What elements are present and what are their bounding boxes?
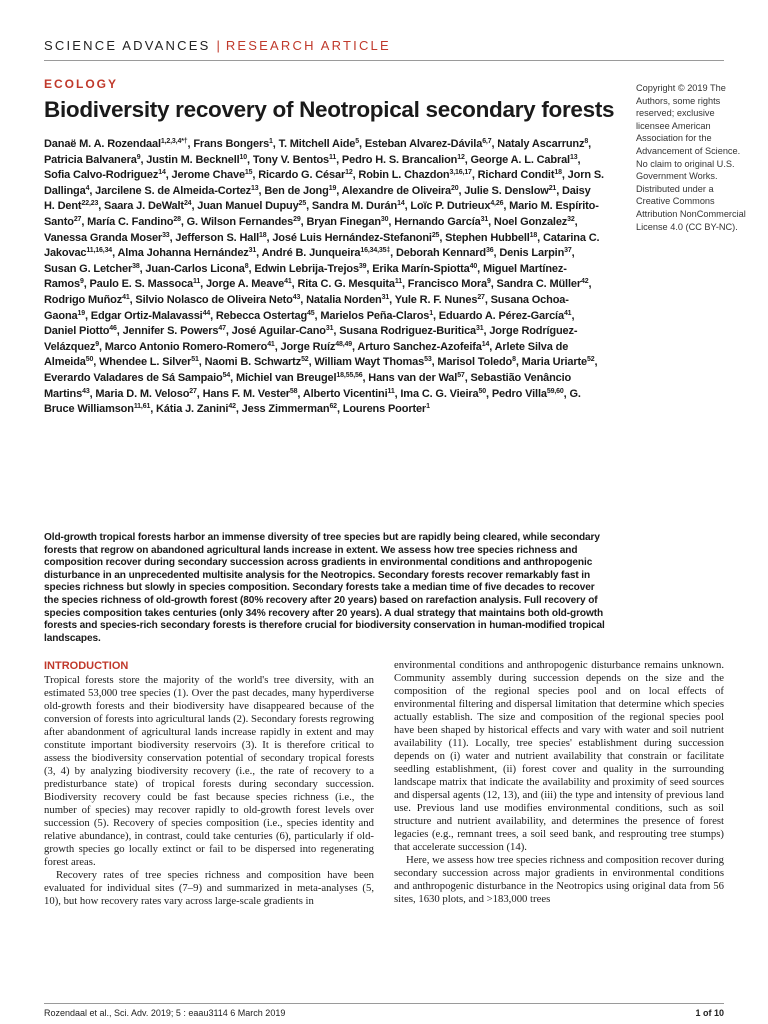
author	[410, 200, 503, 212]
author-name: Marielos Peña-Claros	[320, 309, 430, 322]
author	[44, 372, 230, 384]
author-name: Jerome Chave	[171, 169, 245, 182]
author-affiliation: 1	[426, 403, 430, 411]
body-column-left	[44, 659, 374, 908]
author-affiliation: 50	[85, 356, 94, 364]
author-name: Erika Marín-Spiotta	[372, 262, 470, 275]
author-name: Jarcilene S. de Almeida-Cortez	[95, 184, 252, 197]
author-name: Hans van der Wal	[368, 371, 458, 384]
author	[395, 294, 485, 306]
author-affiliation: 45	[307, 309, 315, 317]
introduction-heading: INTRODUCTION	[44, 660, 129, 672]
author-affiliation: 4,26	[490, 200, 504, 208]
section-tag: ECOLOGY	[44, 77, 119, 91]
paper-title: Biodiversity recovery of Neotropical secondary forests	[44, 97, 615, 122]
author-name: Jorge Rodríguez-Velázquez	[44, 325, 578, 353]
author	[145, 263, 248, 275]
author-affiliation: 8	[584, 138, 589, 145]
author	[358, 169, 471, 181]
author-name: G. Wilson Fernandes	[186, 215, 294, 228]
author-name: Ben de Jong	[264, 184, 329, 197]
author	[306, 216, 388, 228]
author-name: Justin M. Becknell	[146, 153, 240, 166]
author	[44, 154, 140, 166]
author	[87, 216, 181, 228]
author-affiliation: 62	[329, 403, 337, 411]
author-name: Hans F. M. Vester	[202, 387, 290, 400]
author-affiliation: 41	[284, 278, 292, 286]
author	[135, 294, 300, 306]
author-affiliation: 5	[355, 138, 360, 145]
author-affiliation: 57	[457, 371, 465, 379]
author-affiliation: 22,23	[81, 200, 99, 208]
author	[394, 216, 488, 228]
author	[44, 294, 130, 306]
author-affiliation: 1	[269, 138, 273, 145]
author-name: Catarina C. Jakovac	[44, 231, 600, 260]
author	[264, 185, 336, 197]
author-affiliation: 48,49	[335, 340, 353, 348]
author	[206, 278, 292, 290]
author-affiliation: 37	[564, 247, 572, 255]
author-affiliation: 32	[567, 215, 575, 223]
author-name: Jefferson S. Hall	[175, 231, 260, 244]
author-affiliation: 1,2,3,4	[160, 138, 182, 145]
author	[44, 169, 166, 181]
author	[357, 341, 489, 353]
author-name: Edwin Lebrija-Trejos	[254, 262, 359, 275]
author	[105, 341, 275, 353]
body-column-right	[394, 659, 724, 906]
author	[471, 154, 578, 166]
author	[281, 341, 353, 353]
author-affiliation: 43	[82, 387, 90, 395]
author-affiliation: 6,7	[482, 138, 492, 145]
header-separator: |	[216, 38, 220, 53]
author-affiliation: 14	[158, 169, 166, 177]
author-name: Susana Rodriguez-Buritica	[339, 325, 477, 338]
author	[175, 232, 266, 244]
author-affiliation: 9	[95, 340, 99, 348]
author-name: Daniel Piotto	[44, 325, 110, 338]
author-affiliation: 42	[580, 278, 589, 286]
author-name: Jennifer S. Powers	[122, 325, 219, 338]
author	[99, 356, 199, 368]
author-affiliation: 12	[457, 153, 465, 161]
author-affiliation: 30	[380, 215, 389, 223]
author-name: Sandra C. Müller	[496, 278, 581, 291]
author-name: Nataly Ascarrunz	[497, 138, 585, 150]
author-affiliation: 31	[476, 325, 484, 333]
author-affiliation: 36	[486, 247, 494, 255]
author	[146, 154, 247, 166]
author-affiliation: 4	[85, 184, 90, 192]
author-name: Alexandre de Oliveira	[341, 184, 451, 197]
author-name: Jorge A. Meave	[205, 278, 285, 291]
author-affiliation: 31	[325, 325, 334, 333]
author-name: Eduardo A. Pérez-García	[438, 309, 564, 322]
author-name: Arlete Silva de Almeida	[44, 340, 569, 369]
author	[494, 216, 575, 228]
author-name: Saara J. DeWalt	[104, 200, 184, 213]
author	[254, 263, 366, 275]
author-name: Esteban Alvarez-Dávila	[364, 138, 483, 150]
author-name: Arturo Sanchez-Azofeifa	[357, 340, 482, 353]
author-name: T. Mitchell Aide	[278, 138, 356, 150]
author-name: Whendee L. Silver	[99, 356, 192, 369]
author-name: Paulo E. S. Massoca	[89, 278, 194, 291]
author-name: Stephen Hubbell	[445, 231, 530, 244]
author-affiliation: 12	[345, 169, 353, 177]
journal-name: SCIENCE ADVANCES	[44, 38, 211, 53]
author	[216, 310, 315, 322]
author-affiliation: 42	[228, 403, 236, 411]
author	[499, 247, 571, 259]
author-name: Silvio Nolasco de Oliveira Neto	[135, 293, 293, 306]
author-name: Julie S. Denslow	[464, 184, 549, 197]
author-name: Richard Condit	[477, 169, 555, 182]
author-name: Alberto Vicentini	[302, 387, 388, 400]
author-name: G. Bruce Williamson	[44, 387, 581, 416]
author	[95, 388, 196, 400]
author-affiliation: 33	[162, 231, 170, 239]
author	[232, 325, 334, 337]
author-affiliation: 11,61	[133, 403, 151, 411]
author-affiliation: 20	[450, 184, 459, 192]
copyright-notice: Copyright © 2019 The Authors, some rights reserved; exclusive licensee American Association for the Advancement of Science. No claim to original U.S. Government Works. Distributed under a Creative Commons Attribution NonCommercial License 4.0 (CC BY-NC).	[636, 83, 746, 232]
author	[44, 138, 188, 150]
author-affiliation: 50	[478, 387, 487, 395]
author	[314, 356, 431, 368]
author-name: Maria Uriarte	[521, 356, 587, 369]
author-name: María C. Fandino	[87, 215, 174, 228]
body-paragraph: Here, we assess how tree species richness and composition recover during secondary succession across major gradients in environmental conditions and anthropogenic disturbance in the Neotropics using original data from 56 sites, 1630 plots, and >183,000 trees	[394, 854, 724, 905]
author-name: Everardo Valadares de Sá Sampaio	[44, 371, 223, 384]
author-list: Danaë M. A. Rozendaal$^{1,2,3,4*\dagger}$, Frans Bongers$^1$, T. Mitchell Aide$^5$, Esteban Alvarez-Dávila$^{6,7}$, Nataly Ascarrunz$^8$, Patricia Balvanera$^9$, Justin M. Becknell$^{10}$, Tony V. Bentos$^{11}$, Pedro H. S. Brancalion$^{12}$, George A. L. Cabral$^{13}$, Sofia Calvo-Rodriguez$^{14}$, Jerome Chave$^{15}$, Ricardo G. César$^{12}$, Robin L. Chazdon$^{3,16,17}$, Richard Condit$^{18}$, Jorn S. Dallinga$^4$, Jarcilene S. de Almeida-Cortez$^{13}$, Ben de Jong$^{19}$, Alexandre de Oliveira$^{20}$, Julie S. Denslow$^{21}$, Daisy H. Dent$^{22,23}$, Saara J. DeWalt$^{24}$, Juan Manuel Dupuy$^{25}$, Sandra M. Durán$^{14}$, Loïc P. Dutrieux$^{4,26}$, Mario M. Espírito-Santo$^{27}$, María C. Fandino$^{28}$, G. Wilson Fernandes$^{29}$, Bryan Finegan$^{30}$, Hernando García$^{31}$, Noel Gonzalez$^{32}$, Vanessa Granda Moser$^{33}$, Jefferson S. Hall$^{18}$, José Luis Hernández-Stefanoni$^{25}$, Stephen Hubbell$^{18}$, Catarina C. Jakovac$^{11,16,34}$, Alma Johanna Hernández$^{31}$, André B. Junqueira$^{16,34,35\ddagger}$, Deborah Kennard$^{36}$, Denis Larpin$^{37}$, Susan G. Letcher$^{38}$, Juan-Carlos Licona$^8$, Edwin Lebrija-Trejos$^{39}$, Erika Marín-Spiotta$^{40}$, Miguel Martínez-Ramos$^9$, Paulo E. S. Massoca$^{11}$, Jorge A. Meave$^{41}$, Rita C. G. Mesquita$^{11}$, Francisco Mora$^9$, Sandra C. Müller$^{42}$, Rodrigo Muñoz$^{41}$, Silvio Nolasco de Oliveira Neto$^{43}$, Natalia Norden$^{31}$, Yule R. F. Nunes$^{27}$, Susana Ochoa-Gaona$^{19}$, Edgar Ortiz-Malavassi$^{44}$, Rebecca Ostertag$^{45}$, Marielos Peña-Claros$^1$, Eduardo A. Pérez-García$^{41}$, Daniel Piotto$^{46}$, Jennifer S. Powers$^{47}$, José Aguilar-Cano$^{31}$, Susana Rodriguez-Buritica$^{31}$, Jorge Rodríguez-Velázquez$^9$, Marco Antonio Romero-Romero$^{41}$, Jorge Ruíz$^{48,49}$, Arturo Sanchez-Azofeifa$^{14}$, Arlete Silva de Almeida$^{50}$, Whendee L. Silver$^{51}$, Naomi B. Schwartz$^{52}$, William Wayt Thomas$^{53}$, Marisol Toledo$^8$, Maria Uriarte$^{52}$, Everardo Valadares de Sá Sampaio$^{54}$, Michiel van Breugel$^{18,55,56}$, Hans van der Wal$^{57}$, Sebastião Venâncio Martins$^{43}$, Maria D. M. Veloso$^{27}$, Hans F. M. Vester$^{58}$, Alberto Vicentini$^{11}$, Ima C. G. Vieira$^{50}$, Pedro Villa$^{59,60}$, G. Bruce Williamson$^{11,61}$, Kátia J. Zanini$^{42}$, Jess Zimmerman$^{62}$, Lourens Poorter$^1$	[44, 138, 604, 416]
footer-citation: Rozendaal et al., Sci. Adv. 2019; 5 : eaau3114 6 March 2019	[44, 1008, 286, 1018]
author-name: Frans Bongers	[193, 138, 270, 150]
author	[44, 263, 140, 275]
author-affiliation: 8	[512, 356, 516, 364]
author-affiliation: 31	[248, 247, 257, 255]
author-name: Daisy H. Dent	[44, 184, 591, 213]
author-name: Tony V. Bentos	[252, 153, 329, 166]
author-name: Denis Larpin	[499, 247, 565, 260]
author	[297, 278, 402, 290]
author-name: José Aguilar-Cano	[231, 325, 326, 338]
page-number: 1 of 10	[695, 1008, 724, 1018]
author	[123, 325, 226, 337]
author	[492, 388, 564, 400]
author-affiliation: 58	[289, 387, 298, 395]
author	[445, 232, 537, 244]
author-affiliation: 46	[109, 325, 117, 333]
author-affiliation: 19	[77, 309, 85, 317]
author-affiliation: 21	[548, 184, 557, 192]
author-affiliation: 51	[191, 356, 199, 364]
author-name: Deborah Kennard	[395, 247, 486, 260]
author-name: Lourens Poorter	[342, 403, 427, 416]
author-affiliation: 18	[554, 169, 562, 177]
author	[522, 356, 595, 368]
article-type: RESEARCH ARTICLE	[225, 38, 391, 53]
header-rule	[44, 60, 724, 61]
author	[303, 388, 395, 400]
author-name: Marco Antonio Romero-Romero	[104, 340, 268, 353]
author-affiliation: 14	[397, 200, 405, 208]
author	[396, 247, 494, 259]
author-affiliation: 39	[358, 262, 367, 270]
author-affiliation: 18,55,56	[336, 371, 363, 379]
author-name: Pedro H. S. Brancalion	[341, 153, 458, 166]
body-paragraph: Recovery rates of tree species richness and composition have been evaluated for individual sites (7–9) and summarized in meta-analyses (5, 10), but how recovery rates vary across large-scale gradients in	[44, 869, 374, 907]
author	[117, 247, 256, 259]
author	[205, 356, 309, 368]
author-name: Ima C. G. Vieira	[400, 387, 479, 400]
abstract: Old-growth tropical forests harbor an immense diversity of tree species but are rapidly being cleared, while secondary forests that regrow on abandoned agricultural lands increase in extent. We assess how tree species richness and composition recover during secondary succession across gradients in environmental conditions and anthropogenic disturbance in an unprecedented multisite analysis for the Neotropics. Secondary forests recover remarkably fast in species richness but slowly in species composition. Secondary forests take a median time of five decades to recover the species richness of old-growth forest (80% recovery after 20 years) based on rarefaction analysis. Full recovery of species composition takes centuries (only 34% recovery after 20 years). A dual strategy that maintains both old-growth forests and species-rich secondary forests is therefore crucial for biodiversity conservation in human-modified tropical landscapes.	[44, 532, 605, 644]
author-affiliation: 41	[122, 293, 130, 301]
footer-rule	[44, 1003, 724, 1004]
author-affiliation: 40	[469, 262, 478, 270]
author-name: Susana Ochoa-Gaona	[44, 293, 569, 322]
journal-header	[44, 38, 391, 53]
author-affiliation: 19	[328, 184, 337, 192]
author-name: Rebecca Ostertag	[215, 309, 308, 322]
author	[156, 403, 236, 415]
author-affiliation: 11	[387, 387, 395, 395]
author-name: Hernando García	[394, 215, 481, 228]
author-affiliation: 25	[298, 200, 307, 208]
author-affiliation: 11	[193, 278, 201, 286]
author-affiliation: 52	[586, 356, 595, 364]
author-affiliation: 47	[218, 325, 226, 333]
author-affiliation: 38	[132, 262, 140, 270]
author	[342, 154, 465, 166]
author-name: Rita C. G. Mesquita	[297, 278, 395, 291]
author-affiliation: 14	[481, 340, 490, 348]
author	[187, 216, 301, 228]
author	[279, 138, 359, 150]
author-name: Kátia J. Zanini	[156, 403, 229, 416]
author-affiliation: 31	[381, 293, 390, 301]
author	[478, 169, 562, 181]
author-name: Noel Gonzalez	[493, 215, 568, 228]
author-affiliation: 29	[293, 215, 301, 223]
author-name: Mario M. Espírito-Santo	[44, 200, 599, 228]
author-affiliation: 31	[480, 215, 489, 223]
author	[104, 200, 191, 212]
author-affiliation: 9	[79, 278, 84, 286]
author-affiliation: 11	[394, 278, 402, 286]
author	[193, 138, 272, 150]
body-paragraph: environmental conditions and anthropogenic disturbance remains unknown. Community assembly during succession depends on the size and the composition of the regional species pool and on local effects of environmental filtering and dispersal limitation that determine which species actually establish. The size and composition of the regional species pool have been shaped by historical effects and vary with water and soil nutrient availability (11). Locally, tree species' establishment during succession depends on (i) water and nutrient availability that constrain or facilitate seedling establishment, (ii) forest cover and quality in the surrounding landscape matrix that indicate the availability and proximity of seed sources and dispersal agents (12, 13), and (iii) the type and intensity of previous land use. Previous land use modifies environmental conditions, such as soil structure and nutrient availability, and determines the presence of forest legacies (e.g., remnant trees, a soil seed bank, and resprouting tree stumps) that accelerate succession (14).	[394, 659, 724, 853]
author-affiliation: 9	[136, 153, 141, 161]
author-name: William Wayt Thomas	[314, 356, 425, 369]
author	[90, 278, 201, 290]
author-name: José Luis Hernández-Stefanoni	[272, 231, 432, 244]
author-affiliation: 11	[329, 153, 337, 161]
author	[339, 325, 483, 337]
author-name: Juan Manuel Dupuy	[197, 200, 299, 213]
author-name: Vanessa Granda Moser	[44, 231, 163, 244]
author-affiliation: 53	[424, 356, 432, 364]
author-name: Pedro Villa	[491, 387, 547, 400]
author	[172, 169, 253, 181]
author	[372, 263, 477, 275]
author-affiliation: 8	[244, 262, 249, 270]
author	[437, 356, 515, 368]
author-affiliation: 41	[563, 309, 572, 317]
author	[320, 310, 433, 322]
author-name: Jorn S. Dallinga	[44, 169, 604, 197]
author-affiliation: 59,60	[546, 387, 564, 395]
author-name: Loïc P. Dutrieux	[410, 200, 491, 213]
body-paragraph: Tropical forests store the majority of the world's tree diversity, with an estimated 53,000 tree species (1). Over the past decades, many hyperdiverse old-growth forests and their biodiversity have disappeared because of the conversion of forests into agricultural lands (2). Secondary forests regrowing after abandonment of agricultural lands increase rapidly in extent and may constitute important biodiversity reservoirs (3). It is therefore critical to assess the biodiversity conservation potential of secondary tropical forests (3, 4) by analyzing biodiversity recovery (i.e., the rate of recovery to a predisturbance state) of tropical forests during secondary succession. Biodiversity recovery could be fast because species richness (i.e., the number of species) may recover rapidly to old-growth forest levels over succession (5). Recovery of species composition (i.e., species identity and relative abundance), in contrast, could take centuries (6), particularly if old-growth species go locally extinct or fail to be dispersed into regenerating forest areas.	[44, 674, 374, 868]
author-name: Sandra M. Durán	[311, 200, 398, 213]
author	[44, 325, 117, 337]
author	[306, 294, 389, 306]
author-name: Naomi B. Schwartz	[204, 356, 302, 369]
author-name: Alma Johanna Hernández	[117, 247, 249, 260]
author-affiliation: 52	[301, 356, 309, 364]
author-name: Francisco Mora	[407, 278, 487, 291]
author-mark: *†	[181, 138, 188, 145]
author-name: André B. Junqueira	[261, 247, 361, 260]
author	[368, 372, 464, 384]
author	[253, 154, 336, 166]
author	[236, 372, 363, 384]
author-name: Michiel van Breugel	[235, 371, 337, 384]
author	[312, 200, 405, 212]
author-affiliation: 27	[189, 387, 197, 395]
author-affiliation: 18	[259, 231, 267, 239]
author-name: Ricardo G. César	[258, 169, 346, 182]
author-name: Jorge Ruíz	[280, 340, 336, 353]
author	[464, 185, 556, 197]
author-name: Patricia Balvanera	[44, 153, 137, 166]
author-name: Edgar Ortiz-Malavassi	[90, 309, 203, 322]
author	[91, 310, 210, 322]
author	[242, 403, 337, 415]
author	[439, 310, 572, 322]
author-name: Sebastião Venâncio Martins	[44, 371, 572, 400]
author-affiliation: 25	[431, 231, 440, 239]
author-affiliation: 11,16,34	[86, 247, 113, 255]
author-affiliation: 15	[244, 169, 253, 177]
author-affiliation: 43	[292, 293, 301, 301]
author-name: Rodrigo Muñoz	[44, 293, 123, 306]
author-name: Robin L. Chazdon	[358, 169, 450, 182]
author	[95, 185, 258, 197]
author-affiliation: 1	[429, 309, 433, 317]
author-name: Natalia Norden	[306, 293, 382, 306]
author	[197, 200, 306, 212]
author-affiliation: 41	[267, 340, 275, 348]
author-affiliation: 24	[183, 200, 192, 208]
author-affiliation: 18	[529, 231, 538, 239]
author-name: Sofia Calvo-Rodriguez	[44, 169, 159, 182]
author	[203, 388, 298, 400]
author-name: George A. L. Cabral	[470, 153, 570, 166]
author-name: Danaë M. A. Rozendaal	[44, 138, 161, 150]
author-affiliation: 13	[569, 153, 578, 161]
author-affiliation: 27	[73, 215, 82, 223]
author	[497, 278, 589, 290]
author	[262, 247, 391, 259]
author	[44, 232, 170, 244]
author-affiliation: 44	[202, 309, 211, 317]
author-affiliation: 3,16,17	[449, 169, 472, 177]
author-mark: ‡	[386, 247, 391, 255]
author-name: Juan-Carlos Licona	[145, 262, 245, 275]
author-name: Miguel Martínez-Ramos	[44, 262, 567, 291]
author-affiliation: 28	[173, 215, 181, 223]
author-name: Bryan Finegan	[306, 215, 381, 228]
author-name: Yule R. F. Nunes	[394, 293, 478, 306]
author-affiliation: 10	[239, 153, 248, 161]
author-name: Marisol Toledo	[437, 356, 513, 369]
author	[365, 138, 492, 150]
author-name: Jess Zimmerman	[241, 403, 330, 416]
author-affiliation: 9	[486, 278, 491, 286]
author	[343, 403, 430, 415]
author-affiliation: 54	[222, 371, 231, 379]
author-name: Maria D. M. Veloso	[95, 387, 190, 400]
author	[408, 278, 491, 290]
author	[258, 169, 352, 181]
author	[272, 232, 439, 244]
author	[342, 185, 459, 197]
author-name: Susan G. Letcher	[44, 262, 133, 275]
author	[400, 388, 486, 400]
author-affiliation: 16,34,35	[360, 247, 387, 255]
author	[497, 138, 588, 150]
author-affiliation: 13	[251, 184, 259, 192]
author-affiliation: 27	[477, 293, 485, 301]
